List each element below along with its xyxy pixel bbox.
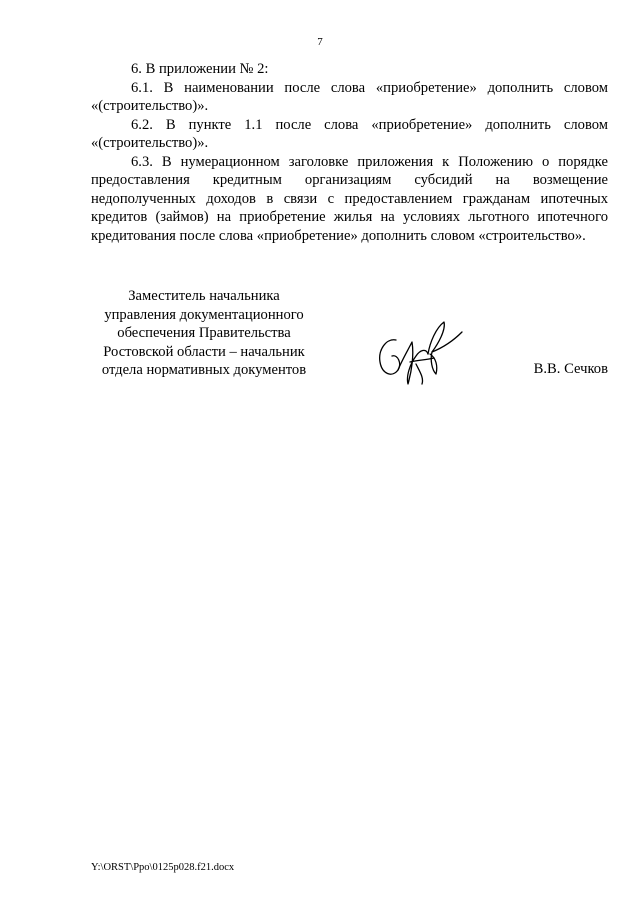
position-line: обеспечения Правительства: [117, 325, 291, 341]
paragraph-6-2: 6.2. В пункте 1.1 после слова «приобретение» дополнить словом «(строительство)».: [91, 116, 608, 151]
signature-stroke: [432, 332, 462, 352]
paragraph-6-3: 6.3. В нумерационном заголовке приложения к Положению о порядке предоставления кредитным организациям субсидий на возмещение недополученных доходов в связи с предоставлением гражданам ипотечных кредитов (займов) на приобретение жилья на условиях льготного ипотечного кредитования после слова «приобретение» дополнить словом «строительство».: [91, 153, 608, 244]
footer-file-path: Y:\ORST\Ppo\0125p028.f21.docx: [91, 862, 235, 873]
signatory-name: В.В. Сечков: [533, 361, 608, 377]
position-line: Ростовской области – начальник: [103, 343, 305, 360]
signature-stroke: [416, 364, 423, 384]
paragraph-6: 6. В приложении № 2:: [131, 61, 269, 77]
signature-stroke: [398, 342, 428, 384]
signatory-position: [85, 287, 323, 380]
position-line: отдела нормативных документов: [101, 362, 307, 378]
handwritten-signature: [372, 320, 468, 386]
position-line: управления документационного: [104, 306, 304, 323]
paragraph-6-1: 6.1. В наименовании после слова «приобретение» дополнить словом «(строительство)».: [91, 79, 608, 114]
position-line: Заместитель начальника: [128, 288, 280, 304]
page-number: 7: [317, 36, 323, 48]
signature-stroke: [380, 340, 400, 374]
document-body: [91, 60, 608, 245]
